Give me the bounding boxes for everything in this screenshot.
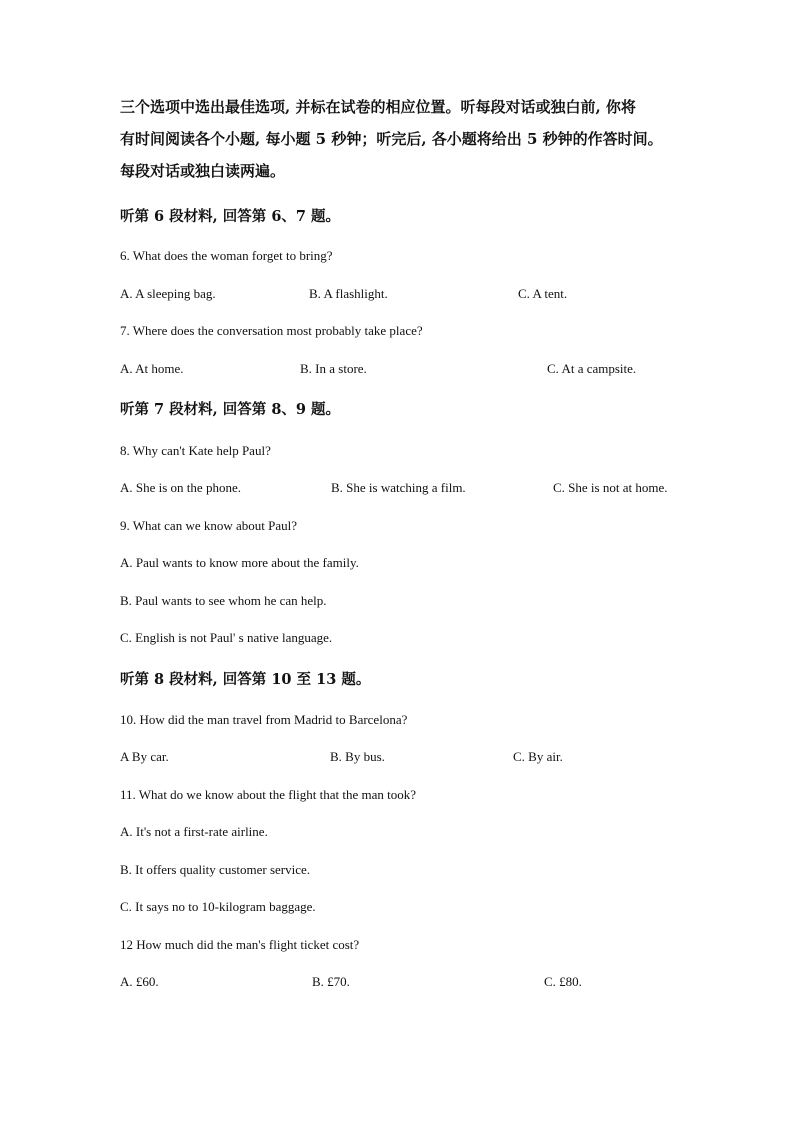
option-10c: C. By air. [513,749,563,764]
option-7a: A. At home. [120,361,184,376]
option-10a: A By car. [120,749,169,764]
option-9c: C. English is not Paul' s native language. [120,630,333,645]
option-12b: B. £70. [312,974,350,989]
question-7: 7. Where does the conversation most probably take place? [120,323,423,338]
section-heading-7: 听第 7 段材料, 回答第 8、9 题。 [120,401,341,418]
intro-line-3: 每段对话或独白读两遍。 [120,162,286,180]
option-9b: B. Paul wants to see whom he can help. [120,593,327,608]
option-11c: C. It says no to 10-kilogram baggage. [120,899,316,914]
option-6c: C. A tent. [518,286,568,301]
option-11b: B. It offers quality customer service. [120,862,311,877]
question-9: 9. What can we know about Paul? [120,518,298,533]
option-12a: A. £60. [120,974,159,989]
question-10: 10. How did the man travel from Madrid to Barcelona? [120,712,408,727]
option-12c: C. £80. [544,974,582,989]
question-12: 12 How much did the man's flight ticket cost? [120,937,360,952]
option-8b: B. She is watching a film. [331,480,466,495]
option-10b: B. By bus. [330,749,385,764]
question-6: 6. What does the woman forget to bring? [120,248,333,263]
intro-line-2: 有时间阅读各个小题, 每小题 5 秒钟；听完后, 各小题将给出 5 秒钟的作答时间。 [120,130,663,148]
option-8a: A. She is on the phone. [120,480,241,495]
question-11: 11. What do we know about the flight that the man took? [120,787,417,802]
option-7c: C. At a campsite. [547,361,637,376]
option-6a: A. A sleeping bag. [120,286,216,301]
intro-line-1: 三个选项中选出最佳选项, 并标在试卷的相应位置。听每段对话或独白前, 你将 [120,98,636,116]
section-heading-6: 听第 6 段材料, 回答第 6、7 题。 [120,208,341,225]
option-7b: B. In a store. [300,361,367,376]
section-heading-8: 听第 8 段材料, 回答第 10 至 13 题。 [120,671,371,688]
option-6b: B. A flashlight. [309,286,388,301]
option-8c: C. She is not at home. [553,480,668,495]
option-11a: A. It's not a first-rate airline. [120,824,268,839]
option-9a: A. Paul wants to know more about the family. [120,555,359,570]
question-8: 8. Why can't Kate help Paul? [120,443,271,458]
